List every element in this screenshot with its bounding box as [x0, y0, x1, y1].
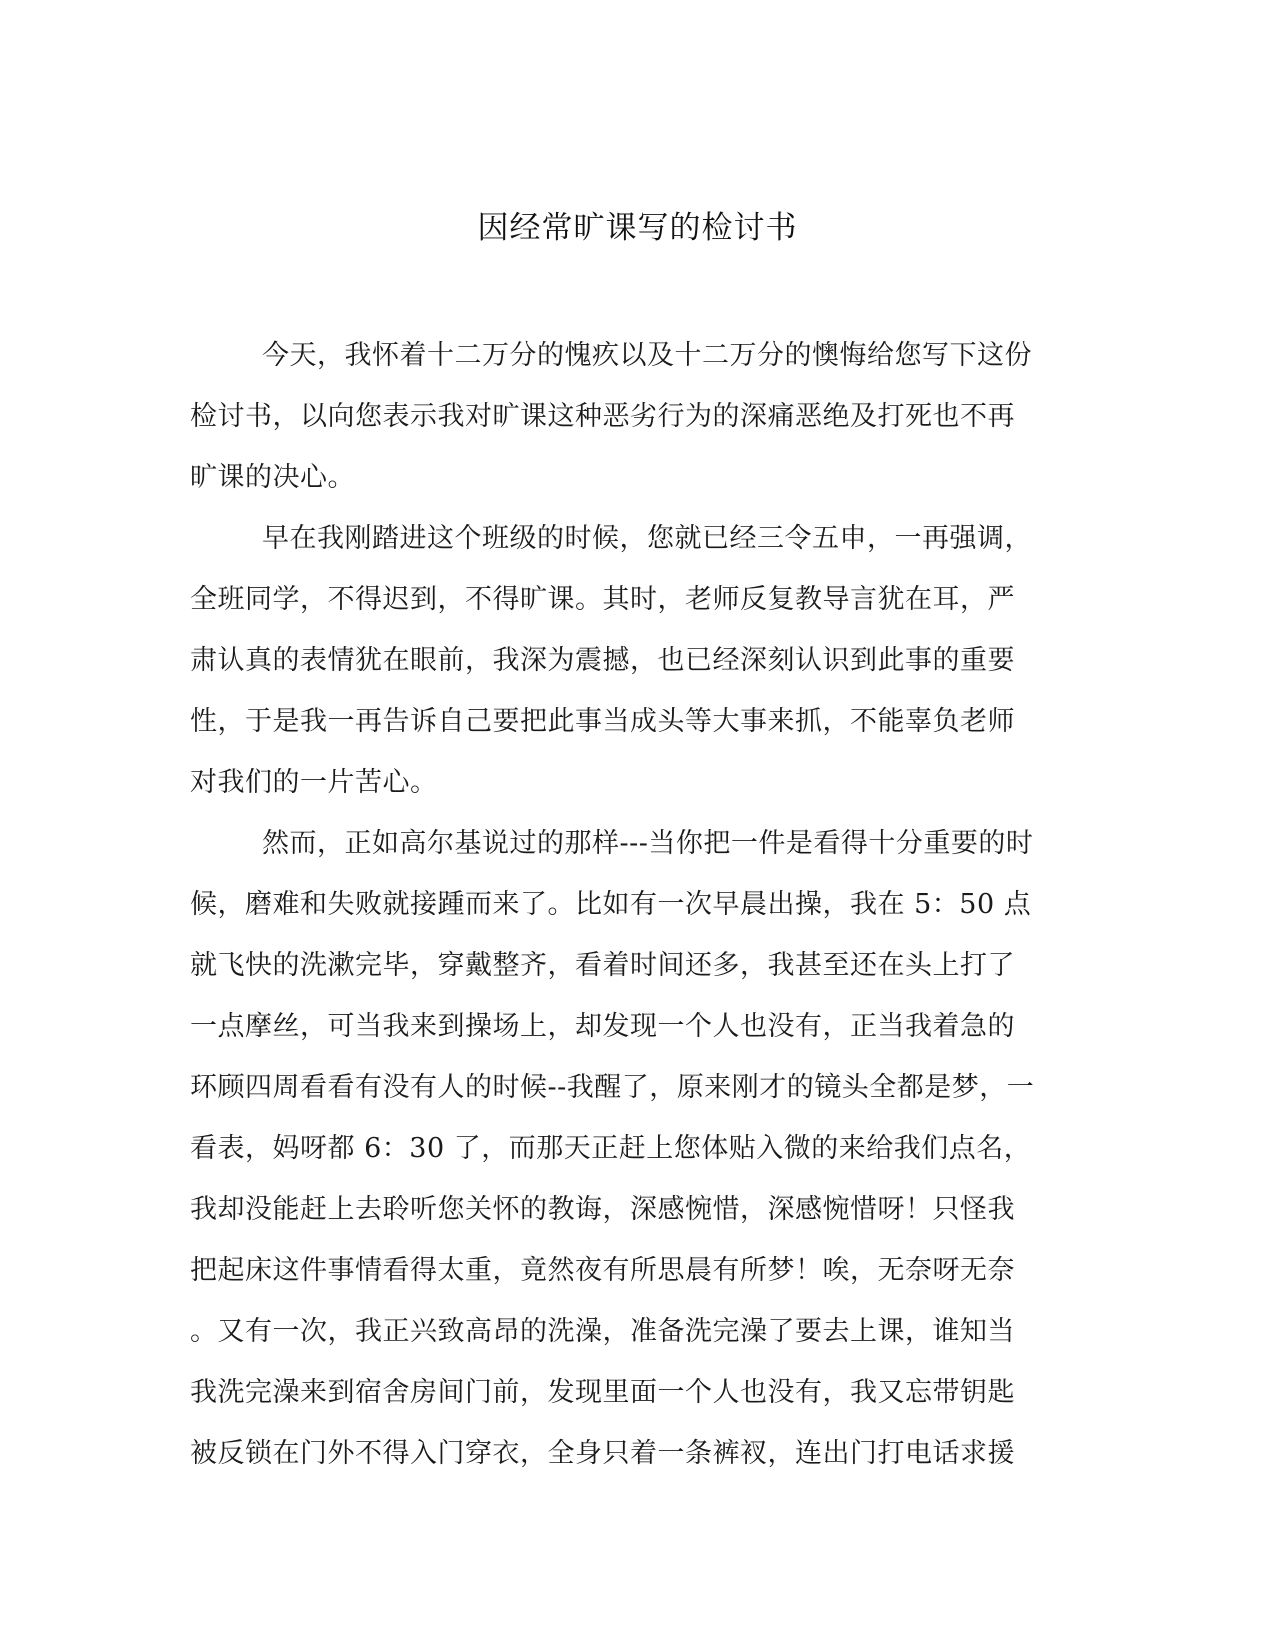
text-line: 候，磨难和失败就接踵而来了。比如有一次早晨出操，我在 5：50 点	[190, 889, 1032, 920]
text-line: 看表，妈呀都 6：30 了，而那天正赶上您体贴入微的来给我们点名，	[190, 1133, 1032, 1164]
text-line: 把起床这件事情看得太重，竟然夜有所思晨有所梦！唉，无奈呀无奈	[190, 1255, 1015, 1286]
text-line: 被反锁在门外不得入门穿衣，全身只着一条裤衩，连出门打电话求援	[190, 1438, 1015, 1469]
text-line: 我却没能赶上去聆听您关怀的教诲，深感惋惜，深感惋惜呀！只怪我	[190, 1194, 1015, 1225]
text-line: 然而，正如高尔基说过的那样---当你把一件是看得十分重要的时	[262, 828, 1034, 859]
text-line: 检讨书，以向您表示我对旷课这种恶劣行为的深痛恶绝及打死也不再	[190, 401, 1015, 432]
text-line: 全班同学，不得迟到，不得旷课。其时，老师反复教导言犹在耳，严	[190, 584, 1015, 615]
text-line: 。又有一次，我正兴致高昂的洗澡，准备洗完澡了要去上课，谁知当	[190, 1316, 1015, 1347]
text-line: 就飞快的洗漱完毕，穿戴整齐，看着时间还多，我甚至还在头上打了	[190, 950, 1015, 981]
text-line: 旷课的决心。	[190, 462, 355, 493]
document-body	[190, 325, 1085, 1484]
text-line: 我洗完澡来到宿舍房间门前，发现里面一个人也没有，我又忘带钥匙	[190, 1377, 1015, 1408]
document-title: 因经常旷课写的检讨书	[477, 210, 798, 246]
text-line: 肃认真的表情犹在眼前，我深为震撼，也已经深刻认识到此事的重要	[190, 645, 1015, 676]
text-line: 环顾四周看看有没有人的时候--我醒了，原来刚才的镜头全都是梦，一	[190, 1072, 1035, 1103]
text-line: 性，于是我一再告诉自己要把此事当成头等大事来抓，不能辜负老师	[190, 706, 1015, 737]
text-line: 对我们的一片苦心。	[190, 767, 438, 798]
text-line: 今天，我怀着十二万分的愧疚以及十二万分的懊悔给您写下这份	[262, 340, 1032, 371]
text-line: 早在我刚踏进这个班级的时候，您就已经三令五申，一再强调，	[262, 523, 1032, 554]
text-line: 一点摩丝，可当我来到操场上，却发现一个人也没有，正当我着急的	[190, 1011, 1015, 1042]
